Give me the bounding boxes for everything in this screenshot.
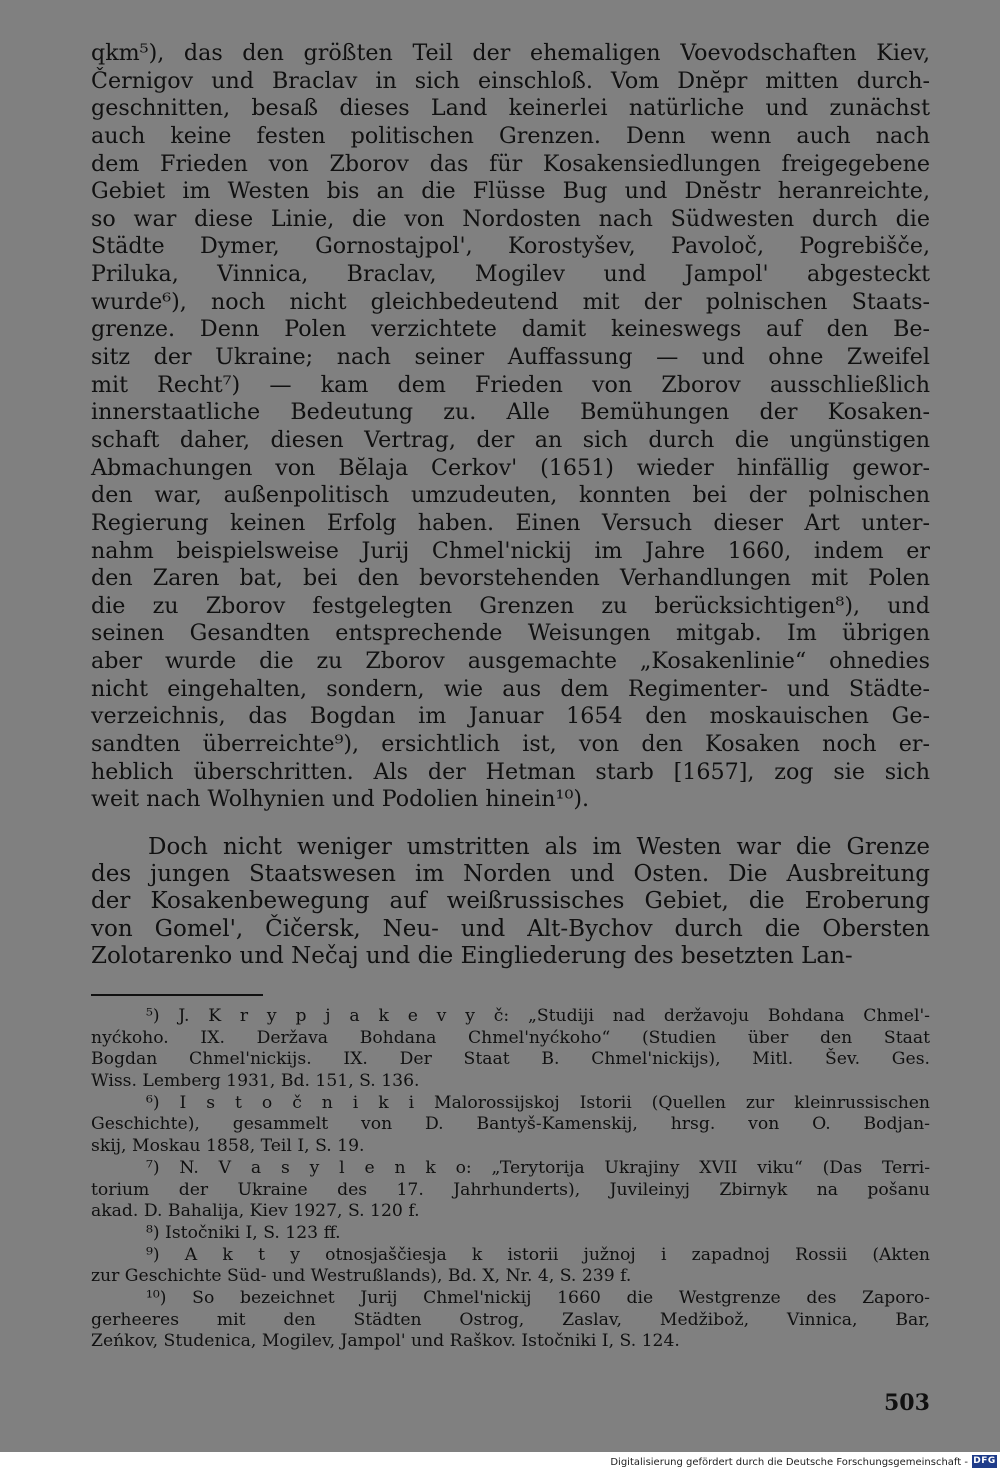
paragraph-2: [91, 834, 930, 970]
dfg-logo: DFG: [973, 1456, 996, 1466]
text-line: sandten überreichte⁹), ersichtlich ist, von den Kosaken noch er-: [91, 731, 930, 758]
footnote-line: ⁵) J. K r y p j a k e v y č: „Studiji nad deržavoju Bohdana Chmel'-: [146, 1006, 930, 1026]
text-line: des jungen Staatswesen im Norden und Osten. Die Ausbreitung: [91, 861, 930, 888]
footnote: [91, 1288, 930, 1353]
footnote-line: ⁷) N. V a s y l e n k o: „Terytorija Ukrajiny XVII viku“ (Das Terri-: [146, 1157, 930, 1178]
footnote-line: Wiss. Lemberg 1931, Bd. 151, S. 136.: [91, 1071, 420, 1092]
footnote-line: gerheeres mit den Städten Ostrog, Zaslav, Medžibož, Vinnica, Bar,: [91, 1309, 930, 1330]
funding-credit: Digitalisierung gefördert durch die Deutsche Forschungsgemeinschaft -: [610, 1457, 968, 1468]
text-line: Priluka, Vinnica, Braclav, Mogilev und Jampol' abgesteckt: [91, 261, 930, 288]
text-line: grenze. Denn Polen verzichtete damit keineswegs auf den Be-: [91, 316, 930, 343]
text-line: Abmachungen von Bĕlaja Cerkov' (1651) wieder hinfällig gewor-: [91, 454, 930, 481]
text-line: auch keine festen politischen Grenzen. Denn wenn auch nach: [91, 122, 930, 149]
footnote-divider: [91, 994, 263, 996]
footnote-line: zur Geschichte Süd- und Westrußlands), Bd. X, Nr. 4, S. 239 f.: [91, 1266, 632, 1287]
text-line: Doch nicht weniger umstritten als im Westen war die Grenze: [148, 834, 930, 860]
text-line: den Zaren bat, bei den bevorstehenden Verhandlungen mit Polen: [91, 565, 930, 592]
text-line: geschnitten, besaß dieses Land keinerlei natürliche und zunächst: [91, 95, 930, 122]
footnote-line: ⁸) Istočniki I, S. 123 ff.: [146, 1222, 341, 1243]
text-line: Gebiet im Westen bis an die Flüsse Bug und Dnĕstr heranreichte,: [91, 178, 930, 205]
text-line: qkm⁵), das den größten Teil der ehemaligen Voevodschaften Kiev,: [91, 40, 930, 66]
text-line: weit nach Wolhynien und Podolien hinein¹⁰).: [91, 786, 590, 813]
text-line: seinen Gesandten entsprechende Weisungen mitgab. Im übrigen: [91, 620, 930, 647]
text-line: von Gomel', Čičersk, Neu- und Alt-Bychov durch die Obersten: [91, 915, 930, 942]
footnotes: [91, 1006, 930, 1353]
text-line: innerstaatliche Bedeutung zu. Alle Bemühungen der Kosaken-: [91, 399, 930, 426]
footnote-line: Zeńkov, Studenica, Mogilev, Jampol' und Raškov. Istočniki I, S. 124.: [91, 1331, 680, 1352]
text-line: den war, außenpolitisch umzudeuten, konnten bei der polnischen: [91, 482, 930, 509]
text-line: wurde⁶), noch nicht gleichbedeutend mit der polnischen Staats-: [91, 288, 930, 315]
footnote-line: Bogdan Chmel'nickijs. IX. Der Staat B. Chmel'nickijs), Mitl. Šev. Ges.: [91, 1049, 930, 1070]
text-line: mit Recht⁷) — kam dem Frieden von Zborov ausschließlich: [91, 371, 930, 398]
text-line: Černigov und Braclav in sich einschloß. Vom Dnĕpr mitten durch-: [91, 67, 930, 94]
footnote-line: nyćkoho. IX. Deržava Bohdana Chmel'nyćkoho“ (Studien über den Staat: [91, 1027, 930, 1048]
footnote: [91, 1093, 930, 1158]
footnote-line: skij, Moskau 1858, Teil I, S. 19.: [91, 1136, 365, 1157]
footnote: [91, 1158, 930, 1223]
footnote-line: ¹⁰) So bezeichnet Jurij Chmel'nickij 1660 die Westgrenze des Zaporo-: [146, 1287, 930, 1308]
footnote: [91, 1245, 930, 1288]
footnote: [91, 1006, 930, 1093]
text-line: dem Frieden von Zborov das für Kosakensiedlungen freigegebene: [91, 150, 930, 177]
text-line: die zu Zborov festgelegten Grenzen zu berücksichtigen⁸), und: [91, 592, 930, 619]
text-line: schaft daher, diesen Vertrag, der an sich durch die ungünstigen: [91, 426, 930, 453]
footnote: [91, 1223, 930, 1245]
text-line: so war diese Linie, die von Nordosten nach Südwesten durch die: [91, 205, 930, 232]
text-line: heblich überschritten. Als der Hetman starb [1657], zog sie sich: [91, 758, 930, 785]
page-number: 503: [884, 1390, 930, 1416]
footnote-line: Geschichte), gesammelt von D. Bantyš-Kamenskij, hrsg. von O. Bodjan-: [91, 1114, 930, 1135]
text-line: der Kosakenbewegung auf weißrussisches Gebiet, die Eroberung: [91, 888, 930, 915]
footnote-line: torium der Ukraine des 17. Jahrhunderts), Juvileinyj Zbirnyk na pošanu: [91, 1179, 930, 1200]
text-line: Regierung keinen Erfolg haben. Einen Versuch dieser Art unter-: [91, 509, 930, 536]
footnote-line: ⁹) A k t y otnosjaščiesja k istorii južnoj i zapadnoj Rossii (Akten: [146, 1244, 930, 1265]
text-line: Zolotarenko und Nečaj und die Eingliederung des besetzten Lan-: [91, 942, 853, 969]
footnote-line: ⁶) I s t o č n i k i Malorossijskoj Istorii (Quellen zur kleinrussischen: [146, 1092, 930, 1113]
text-line: aber wurde die zu Zborov ausgemachte „Kosakenlinie“ ohnedies: [91, 648, 930, 675]
text-line: Städte Dymer, Gornostajpol', Korostyšev, Pavoloč, Pogrebišče,: [91, 233, 930, 260]
paragraph-1: [91, 40, 930, 814]
text-line: verzeichnis, das Bogdan im Januar 1654 den moskauischen Ge-: [91, 703, 930, 730]
text-line: sitz der Ukraine; nach seiner Auffassung — und ohne Zweifel: [91, 344, 930, 371]
text-line: nicht eingehalten, sondern, wie aus dem Regimenter- und Städte-: [91, 675, 930, 702]
text-line: nahm beispielsweise Jurij Chmel'nickij im Jahre 1660, indem er: [91, 537, 930, 564]
footnote-line: akad. D. Bahalija, Kiev 1927, S. 120 f.: [91, 1201, 420, 1222]
